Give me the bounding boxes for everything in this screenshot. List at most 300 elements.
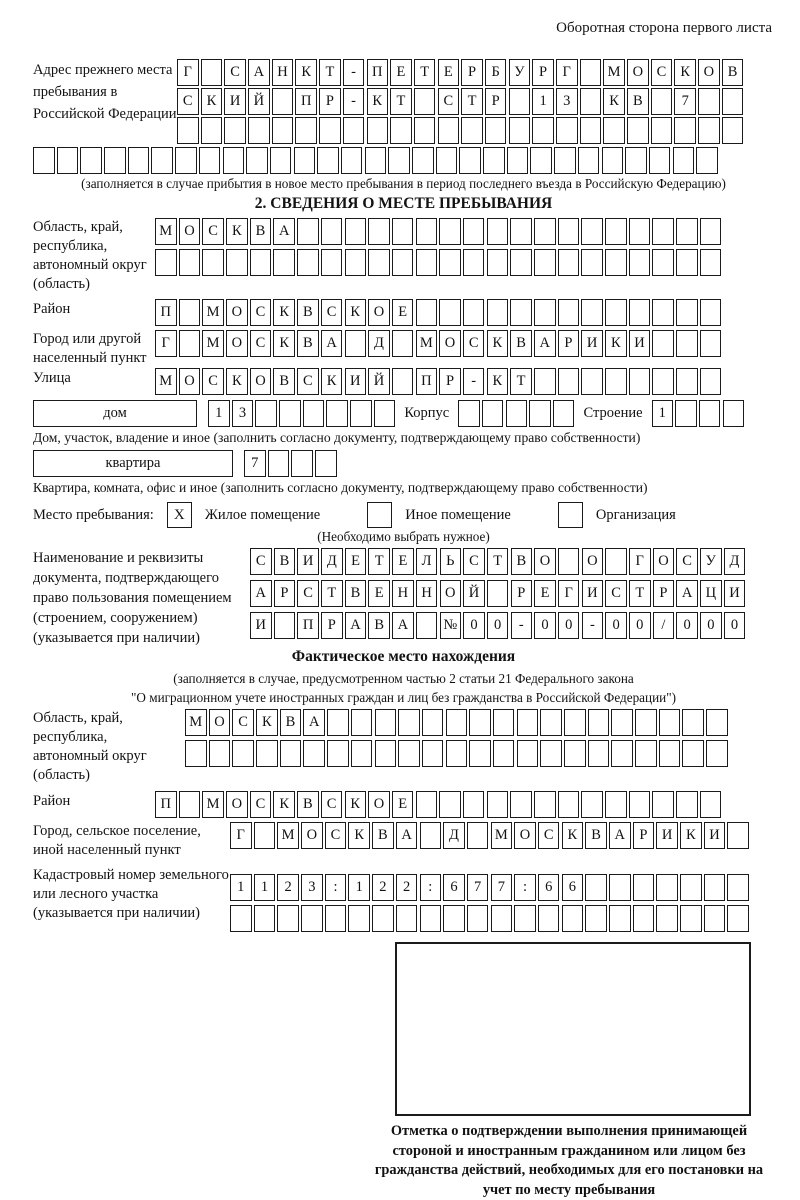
char-cell[interactable]: 1	[208, 400, 230, 427]
char-cell[interactable]: С	[321, 299, 343, 326]
char-cell[interactable]	[629, 368, 651, 395]
char-cell[interactable]: С	[297, 580, 319, 607]
char-cell[interactable]	[580, 117, 602, 144]
char-cell[interactable]	[375, 740, 397, 767]
char-cell[interactable]	[202, 249, 224, 276]
char-cell[interactable]: О	[250, 368, 272, 395]
char-cell[interactable]	[652, 249, 674, 276]
char-cell[interactable]: О	[179, 218, 201, 245]
char-cell[interactable]: О	[440, 580, 462, 607]
char-cell[interactable]: -	[582, 612, 604, 639]
char-cell[interactable]	[510, 218, 532, 245]
char-cell[interactable]	[439, 249, 461, 276]
char-cell[interactable]	[534, 368, 556, 395]
char-cell[interactable]	[388, 147, 410, 174]
char-cell[interactable]: В	[297, 791, 319, 818]
char-cell[interactable]	[625, 147, 647, 174]
char-cell[interactable]	[727, 822, 749, 849]
char-cell[interactable]	[676, 299, 698, 326]
char-cell[interactable]	[649, 147, 671, 174]
char-cell[interactable]: О	[698, 59, 720, 86]
char-cell[interactable]	[627, 117, 649, 144]
char-cell[interactable]	[538, 905, 560, 932]
char-cell[interactable]	[680, 874, 702, 901]
char-cell[interactable]	[345, 330, 367, 357]
char-cell[interactable]	[351, 709, 373, 736]
char-cell[interactable]: С	[177, 88, 199, 115]
char-cell[interactable]	[534, 249, 556, 276]
char-cell[interactable]	[507, 147, 529, 174]
char-cell[interactable]	[674, 117, 696, 144]
char-cell[interactable]: 3	[556, 88, 578, 115]
char-cell[interactable]: Т	[414, 59, 436, 86]
char-cell[interactable]: Т	[390, 88, 412, 115]
char-cell[interactable]: Р	[511, 580, 533, 607]
char-cell[interactable]	[416, 791, 438, 818]
char-cell[interactable]	[459, 147, 481, 174]
char-cell[interactable]	[422, 740, 444, 767]
char-cell[interactable]: А	[303, 709, 325, 736]
char-cell[interactable]: А	[392, 612, 414, 639]
char-cell[interactable]	[80, 147, 102, 174]
char-cell[interactable]	[420, 905, 442, 932]
char-cell[interactable]: П	[297, 612, 319, 639]
char-cell[interactable]	[605, 299, 627, 326]
char-cell[interactable]: К	[367, 88, 389, 115]
char-cell[interactable]: Н	[272, 59, 294, 86]
char-cell[interactable]: Г	[155, 330, 177, 357]
char-cell[interactable]	[554, 147, 576, 174]
char-cell[interactable]: И	[582, 580, 604, 607]
char-cell[interactable]	[487, 299, 509, 326]
char-cell[interactable]	[704, 905, 726, 932]
char-cell[interactable]: В	[297, 299, 319, 326]
char-cell[interactable]: 0	[629, 612, 651, 639]
char-cell[interactable]	[33, 147, 55, 174]
char-cell[interactable]: Р	[633, 822, 655, 849]
char-cell[interactable]	[392, 368, 414, 395]
char-cell[interactable]	[700, 218, 722, 245]
char-cell[interactable]	[676, 368, 698, 395]
char-cell[interactable]: Е	[392, 791, 414, 818]
char-cell[interactable]	[179, 791, 201, 818]
char-cell[interactable]	[414, 117, 436, 144]
char-cell[interactable]	[629, 249, 651, 276]
char-cell[interactable]	[325, 905, 347, 932]
char-cell[interactable]	[179, 299, 201, 326]
char-cell[interactable]	[392, 218, 414, 245]
char-cell[interactable]	[341, 147, 363, 174]
char-cell[interactable]: Р	[439, 368, 461, 395]
char-cell[interactable]: К	[345, 299, 367, 326]
char-cell[interactable]	[506, 400, 528, 427]
char-cell[interactable]: М	[277, 822, 299, 849]
char-cell[interactable]: М	[603, 59, 625, 86]
char-cell[interactable]	[605, 249, 627, 276]
char-cell[interactable]	[558, 249, 580, 276]
char-cell[interactable]	[514, 905, 536, 932]
char-cell[interactable]	[588, 709, 610, 736]
char-cell[interactable]	[493, 709, 515, 736]
char-cell[interactable]: К	[226, 218, 248, 245]
char-cell[interactable]: О	[179, 368, 201, 395]
char-cell[interactable]: С	[463, 330, 485, 357]
char-cell[interactable]	[177, 117, 199, 144]
char-cell[interactable]: Д	[321, 548, 343, 575]
char-cell[interactable]: В	[280, 709, 302, 736]
char-cell[interactable]: В	[345, 580, 367, 607]
char-cell[interactable]	[696, 147, 718, 174]
char-cell[interactable]: К	[256, 709, 278, 736]
char-cell[interactable]: 2	[372, 874, 394, 901]
char-cell[interactable]: -	[463, 368, 485, 395]
char-cell[interactable]	[611, 709, 633, 736]
char-cell[interactable]	[682, 709, 704, 736]
char-cell[interactable]: /	[653, 612, 675, 639]
char-cell[interactable]	[256, 740, 278, 767]
char-cell[interactable]	[652, 218, 674, 245]
char-cell[interactable]: К	[680, 822, 702, 849]
char-cell[interactable]	[226, 249, 248, 276]
char-cell[interactable]	[185, 740, 207, 767]
char-cell[interactable]: 1	[254, 874, 276, 901]
char-cell[interactable]	[439, 218, 461, 245]
char-cell[interactable]	[179, 249, 201, 276]
char-cell[interactable]	[700, 330, 722, 357]
char-cell[interactable]	[532, 117, 554, 144]
char-cell[interactable]: 1	[348, 874, 370, 901]
char-cell[interactable]: 0	[558, 612, 580, 639]
char-cell[interactable]	[529, 400, 551, 427]
char-cell[interactable]	[581, 218, 603, 245]
char-cell[interactable]	[209, 740, 231, 767]
char-cell[interactable]	[443, 905, 465, 932]
char-cell[interactable]: 7	[491, 874, 513, 901]
char-cell[interactable]	[272, 117, 294, 144]
char-cell[interactable]	[510, 299, 532, 326]
char-cell[interactable]	[491, 905, 513, 932]
char-cell[interactable]: 3	[301, 874, 323, 901]
char-cell[interactable]	[280, 740, 302, 767]
char-cell[interactable]	[700, 791, 722, 818]
char-cell[interactable]: Т	[319, 59, 341, 86]
char-cell[interactable]	[510, 249, 532, 276]
char-cell[interactable]	[704, 874, 726, 901]
char-cell[interactable]: Р	[274, 580, 296, 607]
char-cell[interactable]: В	[273, 368, 295, 395]
char-cell[interactable]: Е	[345, 548, 367, 575]
char-cell[interactable]	[224, 117, 246, 144]
char-cell[interactable]	[439, 791, 461, 818]
char-cell[interactable]	[676, 791, 698, 818]
char-cell[interactable]	[297, 249, 319, 276]
char-cell[interactable]: А	[345, 612, 367, 639]
char-cell[interactable]	[343, 117, 365, 144]
char-cell[interactable]: К	[487, 368, 509, 395]
char-cell[interactable]	[676, 330, 698, 357]
char-cell[interactable]: М	[202, 299, 224, 326]
char-cell[interactable]	[698, 88, 720, 115]
char-cell[interactable]	[351, 740, 373, 767]
char-cell[interactable]	[277, 905, 299, 932]
char-cell[interactable]	[246, 147, 268, 174]
char-cell[interactable]: Ь	[440, 548, 462, 575]
char-cell[interactable]: О	[226, 299, 248, 326]
char-cell[interactable]	[368, 218, 390, 245]
char-cell[interactable]	[250, 249, 272, 276]
char-cell[interactable]	[248, 117, 270, 144]
char-cell[interactable]	[350, 400, 372, 427]
char-cell[interactable]	[540, 709, 562, 736]
char-cell[interactable]	[517, 709, 539, 736]
char-cell[interactable]: К	[295, 59, 317, 86]
char-cell[interactable]	[629, 791, 651, 818]
kvartira-box[interactable]: квартира	[33, 450, 233, 477]
char-cell[interactable]: 0	[676, 612, 698, 639]
char-cell[interactable]: К	[321, 368, 343, 395]
char-cell[interactable]	[540, 740, 562, 767]
char-cell[interactable]: 2	[396, 874, 418, 901]
char-cell[interactable]	[676, 249, 698, 276]
char-cell[interactable]	[291, 450, 313, 477]
char-cell[interactable]: С	[202, 218, 224, 245]
char-cell[interactable]	[374, 400, 396, 427]
char-cell[interactable]: О	[209, 709, 231, 736]
char-cell[interactable]	[723, 400, 745, 427]
char-cell[interactable]: Д	[443, 822, 465, 849]
char-cell[interactable]	[562, 905, 584, 932]
char-cell[interactable]	[530, 147, 552, 174]
char-cell[interactable]	[367, 117, 389, 144]
char-cell[interactable]	[467, 822, 489, 849]
char-cell[interactable]: К	[345, 791, 367, 818]
char-cell[interactable]	[463, 218, 485, 245]
char-cell[interactable]: Р	[558, 330, 580, 357]
char-cell[interactable]	[155, 249, 177, 276]
char-cell[interactable]: 6	[538, 874, 560, 901]
char-cell[interactable]: Н	[392, 580, 414, 607]
char-cell[interactable]	[151, 147, 173, 174]
char-cell[interactable]	[727, 905, 749, 932]
char-cell[interactable]: И	[704, 822, 726, 849]
char-cell[interactable]: М	[155, 218, 177, 245]
char-cell[interactable]	[439, 299, 461, 326]
char-cell[interactable]: 7	[467, 874, 489, 901]
char-cell[interactable]: В	[250, 218, 272, 245]
char-cell[interactable]	[517, 740, 539, 767]
char-cell[interactable]	[463, 299, 485, 326]
char-cell[interactable]	[682, 740, 704, 767]
char-cell[interactable]	[414, 88, 436, 115]
char-cell[interactable]	[398, 709, 420, 736]
char-cell[interactable]: С	[605, 580, 627, 607]
char-cell[interactable]: Т	[629, 580, 651, 607]
char-cell[interactable]	[345, 218, 367, 245]
char-cell[interactable]: К	[273, 299, 295, 326]
char-cell[interactable]: Д	[368, 330, 390, 357]
char-cell[interactable]: :	[420, 874, 442, 901]
char-cell[interactable]: №	[440, 612, 462, 639]
char-cell[interactable]: О	[368, 299, 390, 326]
char-cell[interactable]	[588, 740, 610, 767]
char-cell[interactable]: И	[297, 548, 319, 575]
char-cell[interactable]	[534, 791, 556, 818]
char-cell[interactable]: И	[629, 330, 651, 357]
char-cell[interactable]: О	[653, 548, 675, 575]
char-cell[interactable]: М	[202, 791, 224, 818]
char-cell[interactable]: П	[367, 59, 389, 86]
char-cell[interactable]	[656, 905, 678, 932]
char-cell[interactable]: П	[155, 791, 177, 818]
char-cell[interactable]: С	[250, 791, 272, 818]
char-cell[interactable]: В	[511, 548, 533, 575]
char-cell[interactable]: 0	[700, 612, 722, 639]
char-cell[interactable]	[659, 740, 681, 767]
char-cell[interactable]	[534, 299, 556, 326]
char-cell[interactable]	[463, 249, 485, 276]
char-cell[interactable]: Д	[724, 548, 746, 575]
char-cell[interactable]	[698, 117, 720, 144]
checkbox-unchecked[interactable]	[367, 502, 392, 528]
char-cell[interactable]: В	[627, 88, 649, 115]
char-cell[interactable]	[558, 791, 580, 818]
char-cell[interactable]: М	[185, 709, 207, 736]
checkbox-checked[interactable]: X	[167, 502, 192, 528]
char-cell[interactable]: К	[487, 330, 509, 357]
char-cell[interactable]	[493, 740, 515, 767]
char-cell[interactable]	[57, 147, 79, 174]
char-cell[interactable]: 3	[232, 400, 254, 427]
char-cell[interactable]	[301, 905, 323, 932]
char-cell[interactable]	[564, 709, 586, 736]
char-cell[interactable]: Й	[463, 580, 485, 607]
char-cell[interactable]: 1	[652, 400, 674, 427]
char-cell[interactable]	[254, 822, 276, 849]
char-cell[interactable]: В	[368, 612, 390, 639]
char-cell[interactable]: Е	[534, 580, 556, 607]
char-cell[interactable]	[673, 147, 695, 174]
char-cell[interactable]: 0	[605, 612, 627, 639]
char-cell[interactable]	[652, 330, 674, 357]
char-cell[interactable]: С	[250, 299, 272, 326]
char-cell[interactable]: И	[250, 612, 272, 639]
char-cell[interactable]	[635, 709, 657, 736]
char-cell[interactable]	[199, 147, 221, 174]
char-cell[interactable]	[268, 450, 290, 477]
char-cell[interactable]: Й	[248, 88, 270, 115]
char-cell[interactable]: М	[491, 822, 513, 849]
char-cell[interactable]	[706, 709, 728, 736]
char-cell[interactable]: А	[609, 822, 631, 849]
char-cell[interactable]	[390, 117, 412, 144]
char-cell[interactable]	[722, 88, 744, 115]
char-cell[interactable]: С	[232, 709, 254, 736]
char-cell[interactable]: С	[202, 368, 224, 395]
char-cell[interactable]	[327, 709, 349, 736]
char-cell[interactable]: К	[674, 59, 696, 86]
char-cell[interactable]	[416, 299, 438, 326]
char-cell[interactable]: О	[226, 791, 248, 818]
char-cell[interactable]: С	[651, 59, 673, 86]
char-cell[interactable]: Ц	[700, 580, 722, 607]
char-cell[interactable]: 6	[443, 874, 465, 901]
char-cell[interactable]	[255, 400, 277, 427]
char-cell[interactable]: О	[301, 822, 323, 849]
char-cell[interactable]	[609, 905, 631, 932]
char-cell[interactable]	[392, 249, 414, 276]
char-cell[interactable]	[585, 905, 607, 932]
char-cell[interactable]	[315, 450, 337, 477]
char-cell[interactable]	[629, 218, 651, 245]
char-cell[interactable]	[416, 612, 438, 639]
checkbox-unchecked[interactable]	[558, 502, 583, 528]
char-cell[interactable]	[487, 580, 509, 607]
char-cell[interactable]	[581, 249, 603, 276]
char-cell[interactable]: :	[325, 874, 347, 901]
char-cell[interactable]	[104, 147, 126, 174]
char-cell[interactable]	[605, 548, 627, 575]
char-cell[interactable]: С	[321, 791, 343, 818]
char-cell[interactable]	[509, 117, 531, 144]
char-cell[interactable]	[297, 218, 319, 245]
char-cell[interactable]	[558, 368, 580, 395]
char-cell[interactable]: Г	[558, 580, 580, 607]
char-cell[interactable]	[706, 740, 728, 767]
char-cell[interactable]	[438, 117, 460, 144]
char-cell[interactable]	[319, 117, 341, 144]
char-cell[interactable]: Р	[319, 88, 341, 115]
char-cell[interactable]	[345, 249, 367, 276]
char-cell[interactable]: Е	[390, 59, 412, 86]
char-cell[interactable]: И	[656, 822, 678, 849]
char-cell[interactable]: А	[273, 218, 295, 245]
char-cell[interactable]: Т	[461, 88, 483, 115]
char-cell[interactable]: Е	[438, 59, 460, 86]
char-cell[interactable]	[700, 249, 722, 276]
char-cell[interactable]	[581, 299, 603, 326]
char-cell[interactable]	[633, 874, 655, 901]
char-cell[interactable]: К	[273, 330, 295, 357]
char-cell[interactable]: С	[438, 88, 460, 115]
char-cell[interactable]: Г	[629, 548, 651, 575]
char-cell[interactable]	[412, 147, 434, 174]
char-cell[interactable]	[652, 368, 674, 395]
char-cell[interactable]	[605, 218, 627, 245]
char-cell[interactable]: 0	[534, 612, 556, 639]
char-cell[interactable]: О	[534, 548, 556, 575]
char-cell[interactable]: Й	[368, 368, 390, 395]
char-cell[interactable]	[254, 905, 276, 932]
char-cell[interactable]	[602, 147, 624, 174]
char-cell[interactable]	[722, 117, 744, 144]
char-cell[interactable]	[321, 249, 343, 276]
char-cell[interactable]: М	[155, 368, 177, 395]
char-cell[interactable]	[675, 400, 697, 427]
char-cell[interactable]: С	[250, 548, 272, 575]
char-cell[interactable]	[651, 117, 673, 144]
char-cell[interactable]: А	[250, 580, 272, 607]
char-cell[interactable]: С	[538, 822, 560, 849]
char-cell[interactable]: К	[562, 822, 584, 849]
char-cell[interactable]: Б	[485, 59, 507, 86]
char-cell[interactable]: А	[676, 580, 698, 607]
char-cell[interactable]: Г	[230, 822, 252, 849]
char-cell[interactable]	[321, 218, 343, 245]
char-cell[interactable]: С	[463, 548, 485, 575]
char-cell[interactable]: О	[439, 330, 461, 357]
char-cell[interactable]: -	[343, 59, 365, 86]
char-cell[interactable]: Р	[653, 580, 675, 607]
